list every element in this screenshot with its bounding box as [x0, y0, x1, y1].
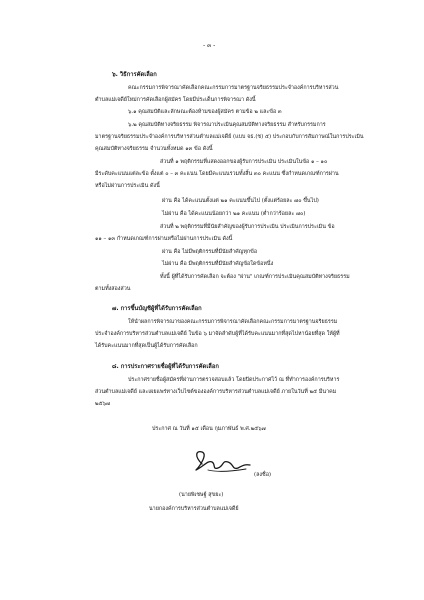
signer-position: นายกองค์การบริหารส่วนตำบลแม่เจดีย์ [149, 506, 239, 512]
section-7-line-1: ให้นำผลการพิจารณาของคณะกรรมการพิจารณาคัดเลือกคณะกรรมการมาตรฐานจริยธรรม [128, 319, 338, 325]
section-6-line-10: ผ่าน คือ ได้คะแนนตั้งแต่ ๒๑ คะแนนขึ้นไป (ตั้งแต่ร้อยละ ๗๐ ขึ้นไป) [162, 198, 319, 204]
section-6-line-8: มีระดับคะแนนแต่ละข้อ ตั้งแต่ ๐ – ๓ คะแนน โดยมีคะแนนรวมทั้งสิ้น ๓๐ คะแนน ซึ่งกำหนดเกณฑ์การผ่าน [95, 171, 339, 177]
section-6-line-6: คุณสมบัติทางจริยธรรม จำนวนทั้งหมด ๑๓ ข้อ ดังนี้ [95, 146, 213, 152]
section-6-line-14: ผ่าน คือ ไม่มีพฤติกรรมที่มีนัยสำคัญทุกข้อ [162, 249, 258, 255]
section-6-line-17: ตามทั้งสองส่วน [95, 286, 131, 292]
section-6-line-4: ๖.๒ คุณสมบัติทางจริยธรรม พิจารณาประเมินคุณสมบัติทางจริยธรรม สำหรับกรรมการ [128, 122, 326, 128]
section-6-line-11: ไม่ผ่าน คือ ได้คะแนนน้อยกว่า ๒๑ คะแนน (ต่ำกว่าร้อยละ ๗๐) [162, 211, 306, 217]
section-8-line-1: ประกาศรายชื่อผู้สมัครที่ผ่านการตรวจสอบแล้ว โดยปิดประกาศไว้ ณ ที่ทำการองค์การบริหาร [128, 377, 340, 383]
section-6-line-15: ไม่ผ่าน คือ มีพฤติกรรมที่มีนัยสำคัญข้อใดข้อหนึ่ง [162, 261, 274, 267]
section-6-line-9: หรือไม่ผ่านการประเมิน ดังนี้ [95, 183, 160, 189]
section-8-line-2: ส่วนตำบลแม่เจดีย์ และเผยแพร่ทางเว็บไซต์ขององค์การบริหารส่วนตำบลแม่เจดีย์ ภายในวันที่ ๒๕ มีนาคม [95, 389, 337, 395]
signature-mark [188, 448, 252, 476]
section-6-heading: ๖. วิธีการคัดเลือก [112, 72, 157, 78]
section-6-line-7: ส่วนที่ ๑ พฤติกรรมที่แสดงออกของผู้รับการประเมิน ประเมินในข้อ ๑ – ๑๐ [160, 159, 328, 165]
signer-name: (นายพิเชษฐ์ สุขยะ) [179, 492, 224, 498]
section-8-heading: ๘. การประกาศรายชื่อผู้ที่ได้รับการคัดเลือก [112, 364, 219, 370]
section-6-line-5: มาตรฐานจริยธรรมประจำองค์การบริหารส่วนตำบลแม่เจดีย์ (แบบ จธ.(ช) ๕) ประกอบกับการสัมภาษณ์ในการประเมิน [95, 134, 364, 140]
announcement-date: ประกาศ ณ วันที่ ๑๕ เดือน กุมภาพันธ์ พ.ศ.๒๕๖๗ [152, 426, 266, 432]
section-8-line-3: ๒๕๖๗ [95, 401, 111, 407]
page-number: - ๓ - [203, 42, 216, 49]
signature-label: (ลงชื่อ) [254, 472, 272, 478]
section-6-line-3: ๖.๑ คุณสมบัติและลักษณะต้องห้ามของผู้สมัคร ตามข้อ ๒ และข้อ ๓ [128, 109, 282, 115]
section-6-line-12: ส่วนที่ ๒ พฤติกรรมที่มีนัยสำคัญของผู้รับการประเมิน ประเมินการประเมิน ข้อ [160, 224, 335, 230]
section-6-line-2: ตำบลแม่เจดีย์ใหม่การคัดเลือกผู้สมัคร โดยมีประเด็นการพิจารณา ดังนี้ [95, 97, 256, 103]
section-6-line-1: คณะกรรมการพิจารณาคัดเลือกคณะกรรมการมาตรฐานจริยธรรมประจำองค์การบริหารส่วน [128, 85, 339, 91]
section-6-line-16: ทั้งนี้ ผู้ที่ได้รับการคัดเลือก จะต้อง "ผ่าน" เกณฑ์การประเมินคุณสมบัติทางจริยธรรม [160, 274, 350, 280]
section-6-line-13: ๑๑ – ๑๓ กำหนดเกณฑ์การผ่านหรือไม่ผ่านการประเมิน ดังนี้ [95, 236, 233, 242]
section-7-heading: ๗. การขึ้นบัญชีผู้ที่ได้รับการคัดเลือก [112, 306, 202, 312]
section-7-line-2: ประจำองค์การบริหารส่วนตำบลแม่เจดีย์ ในข้อ ๖ มาจัดลำดับผู้ที่ได้รับคะแนนมากที่สุดไปหาน้อยที่สุด ให้ผู้ที่ [95, 331, 340, 337]
section-7-line-3: ได้รับคะแนนมากที่สุดเป็นผู้ได้รับการคัดเลือก [95, 343, 198, 349]
